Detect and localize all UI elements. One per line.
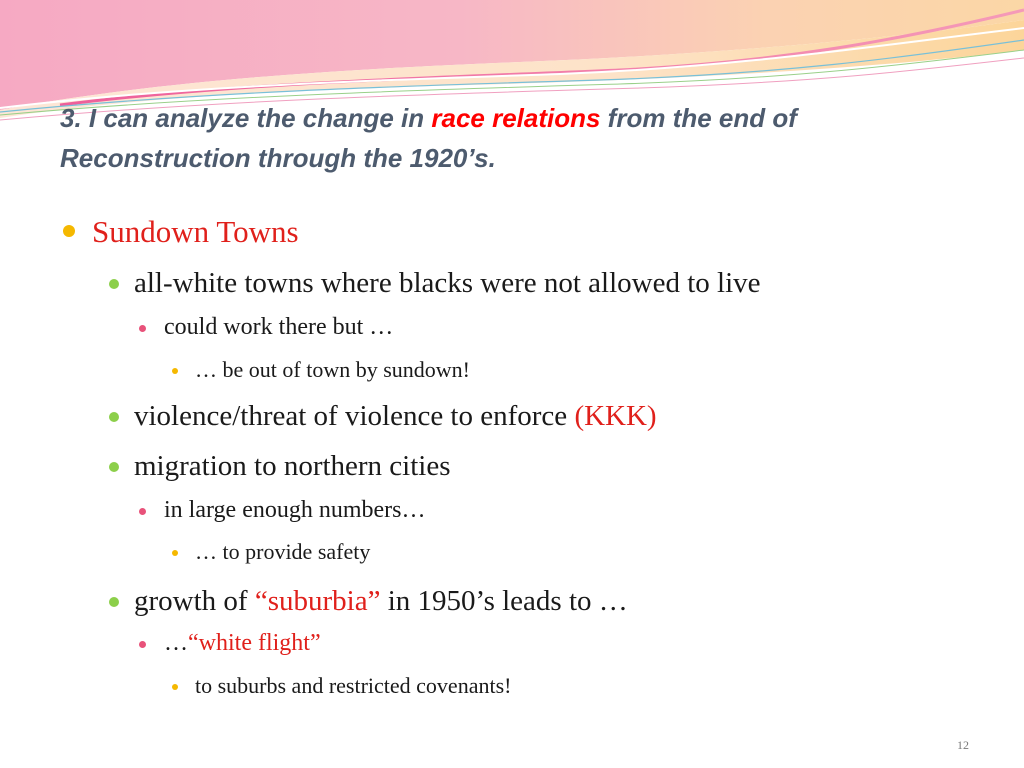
- title-text-end: from the end of Reconstruction through the 1920’s.: [60, 103, 797, 173]
- bullet-dot-pink: [139, 508, 146, 515]
- bullet-dot-green: [109, 597, 119, 607]
- title-highlight: race relations: [431, 103, 601, 133]
- bullet-sundown-towns: Sundown Towns: [92, 214, 299, 249]
- title-text-start: 3. I can analyze the change in: [60, 103, 432, 133]
- bullet-dot-green: [109, 279, 119, 289]
- page-number: 12: [957, 738, 969, 752]
- bullet-dot-pink: [139, 641, 146, 648]
- bullet-provide-safety: … to provide safety: [195, 539, 371, 564]
- bullet-dot-orange-small: [172, 684, 178, 690]
- bullet-dot-orange-small: [172, 368, 178, 374]
- bullet-suburbs-covenants: to suburbs and restricted covenants!: [195, 673, 512, 698]
- bullet-dot-orange-small: [172, 550, 178, 556]
- bullet-migration: migration to northern cities: [134, 450, 451, 482]
- bullet-violence: violence/threat of violence to enforce (KKK): [134, 400, 657, 432]
- suburbia-highlight: “suburbia”: [254, 585, 381, 617]
- bullet-dot-pink: [139, 325, 146, 332]
- bullet-out-of-town: … be out of town by sundown!: [195, 357, 470, 382]
- bullet-white-flight: …“white flight”: [164, 630, 321, 656]
- white-flight-highlight: “white flight”: [188, 630, 321, 656]
- bullet-large-numbers: in large enough numbers…: [164, 497, 426, 523]
- bullet-dot-green: [109, 462, 119, 472]
- bullet-all-white-towns: all-white towns where blacks were not allowed to live: [134, 267, 761, 299]
- bullet-suburbia: growth of “suburbia” in 1950’s leads to …: [134, 585, 628, 617]
- kkk-highlight: (KKK): [574, 400, 657, 432]
- bullet-dot-green: [109, 412, 119, 422]
- bullet-could-work: could work there but …: [164, 314, 394, 340]
- bullet-dot-orange: [63, 225, 75, 237]
